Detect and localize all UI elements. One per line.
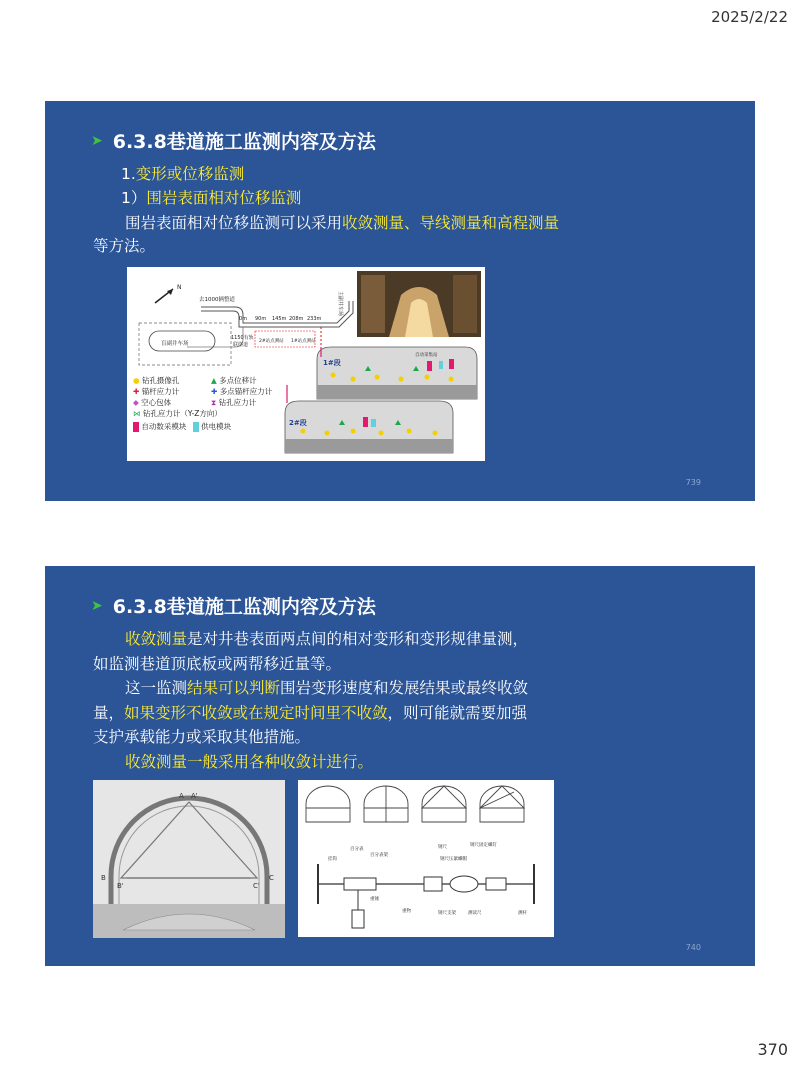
meter-label: 测杆 [518,911,527,916]
side-route-label: 主副井车场 [337,291,343,317]
page-number: 370 [757,1040,788,1059]
para-highlight: 收敛测量、导线测量和高程测量 [342,214,560,232]
convergence-triangle-figure [93,780,285,938]
slide-title-text: 6.3.8巷道施工监测内容及方法 [112,596,376,618]
convergence-meter [318,864,534,928]
legend-item [133,408,283,419]
legend-item [211,375,257,386]
legend-item [133,397,203,408]
slide-number: 739 [685,478,701,487]
convergence-meter-diagram [298,780,554,937]
point-label: B' [117,882,124,890]
meter-label: 挂钩 [328,857,337,862]
legend-label: 多点位移计 [219,376,257,385]
slide-title [91,592,376,619]
meter-label: 钢尺固定螺钉 [470,843,497,848]
section-note: 自动采集站 [415,353,438,358]
meter-label: 钢尺压紧螺帽 [440,857,467,862]
tunnel-section-diagram [93,780,285,938]
paragraph-method [93,212,573,258]
paragraph-1 [93,627,613,652]
distance-label: 145m [272,316,287,322]
heading-level2 [121,187,301,210]
para-text: 这一监测 [125,679,188,697]
figure-legend [133,375,283,432]
legend-label: 多点锚杆应力计 [219,387,273,396]
para-text: ，则可能就需要加强 [387,703,528,722]
left-box-label: 盲副井车场 [161,341,189,347]
heading-number: 1. [121,165,136,183]
legend-item [211,386,272,397]
green-triangle-icon: ▲ [211,376,217,385]
para-highlight: 收敛测量一般采用各种收敛计进行。 [125,752,374,771]
point-label: B [101,874,106,882]
legend-item [133,421,283,432]
north-label: N [177,284,182,291]
para-text: 支护承载能力或采取其他措施。 [93,728,311,746]
top-route-label: 去1000辆整道 [199,297,235,303]
station-label: 1150有轨 [231,335,254,341]
para-text: 如监测巷道顶底板或两帮移近量等。 [93,654,342,673]
arrow-bullet-icon: ➤ [91,597,103,614]
legend-label: 空心包体 [141,398,172,407]
station-label: 2#站点测站 [259,339,284,344]
para-text: 围岩表面相对位移监测可以采用 [125,214,343,232]
paragraph-2 [93,676,613,701]
red-plus-icon: ✚ [133,387,140,396]
legend-label: 供电模块 [201,422,232,431]
legend-label: 钻孔摄像孔 [141,376,180,385]
meter-label: 重物 [402,909,411,914]
monitoring-layout-figure [127,267,485,461]
para-text: 等方法。 [93,237,156,255]
point-label: A' [191,792,198,800]
north-arrow-head [167,289,173,295]
para-highlight: 结果可以判断 [187,679,281,697]
slide-740 [45,566,755,966]
section-2-label: 2#段 [289,419,307,427]
meter-label: 测读尺 [468,911,482,916]
pink-rect-icon [133,422,139,432]
slide-number: 740 [685,943,701,952]
slide-body [93,627,613,774]
cyan-rect-icon [193,422,199,432]
para-text: 围岩变形速度和发展结果或最终收敛 [280,679,529,697]
paragraph-2-end [93,725,613,750]
legend-item [133,386,203,397]
blue-plus-icon: ✚ [211,387,218,396]
slide-title [91,127,376,154]
distance-label: 0m [239,316,248,322]
point-label: C' [253,882,260,890]
legend-label: 自动数采模块 [141,422,187,431]
paragraph-2-cont [93,701,613,726]
distance-label: 208m [289,316,304,322]
slide-739 [45,101,755,501]
heading-number: 1） [121,189,147,207]
para-text: 量， [93,703,125,722]
hourglass-icon: ⧗ [211,398,217,407]
bowtie-icon: ⋈ [133,409,141,418]
para-highlight: 如果变形不收敛或在规定时间里不收敛 [124,703,388,722]
meter-label: 百分表架 [370,853,388,858]
legend-label: 钻孔应力计 [218,398,257,407]
station-label: 联络道 [233,342,249,348]
meter-label: 钢尺支架 [438,911,456,916]
meter-label: 百分表 [350,847,364,852]
para-text: 是对井巷表面两点间的相对变形和变形规律量测， [187,630,529,648]
distance-label: 233m [307,316,322,322]
legend-item [133,375,203,386]
point-label: A [179,792,184,800]
page-date: 2025/2/22 [711,8,788,26]
meter-label: 重锤 [370,897,379,902]
heading-text: 围岩表面相对位移监测 [146,189,302,207]
measuring-line-layouts [306,786,524,822]
legend-item [211,397,256,408]
distance-label: 90m [255,316,267,322]
legend-label: 锚杆应力计 [141,387,180,396]
slide-title-text: 6.3.8巷道施工监测内容及方法 [112,131,376,153]
meter-label: 钢尺 [438,845,447,850]
heading-level1 [121,163,244,186]
station-label: 1#站点测站 [291,339,316,344]
convergence-meter-figure [298,780,554,937]
paragraph-3 [93,750,613,775]
arrow-bullet-icon: ➤ [91,132,103,149]
heading-text: 变形或位移监测 [135,165,245,183]
paragraph-1-cont [93,652,613,677]
para-highlight: 收敛测量 [125,630,188,648]
legend-label: 钻孔应力计（Y-Z方向） [142,409,222,418]
yellow-circle-icon: ● [133,376,140,385]
diamond-icon: ◆ [133,398,139,407]
section-1-label: 1#段 [323,359,341,367]
point-label: C [269,874,274,882]
